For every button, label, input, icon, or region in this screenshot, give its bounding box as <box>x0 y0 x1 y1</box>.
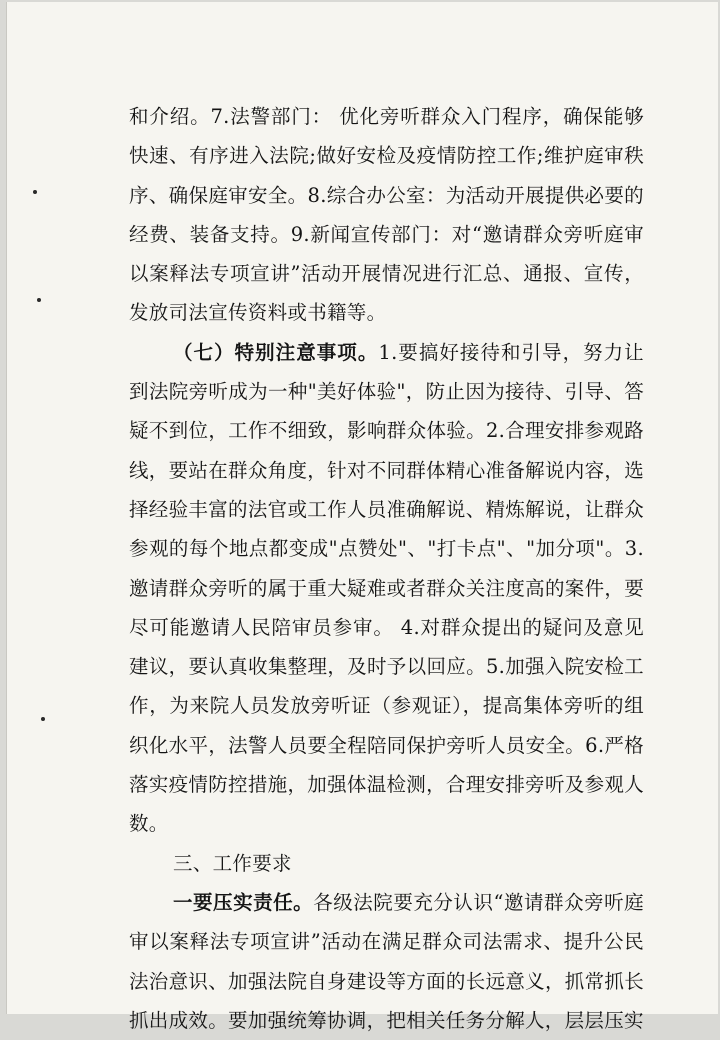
paragraph-heading: （七）特别注意事项。 <box>173 340 379 364</box>
paragraph-text: 各级法院要充分认识“邀请群众旁听庭审以案释法专项宣讲”活动在满足群众司法需求、提升公民法治意识、加强法院自身建设等方面的长远意义，抓常抓长抓出成效。要加强统筹协调，把相关任务分解人，层层压实 <box>129 890 644 1032</box>
section-heading: 三、工作要求 <box>173 851 292 875</box>
paragraph-text: 1.要搞好接待和引导，努力让到法院旁听成为一种"美好体验"，防止因为接待、引导、答疑不到位，工作不细致，影响群众体验。2.合理安排参观路线，要站在群众角度，针对不同群体精心准备解说内容，选择经验丰富的法官或工作人员准确解说、精炼解说，让群众参观的每个地点都变成"点赞处"、"打卡点"、"加分项"。3.邀请群众旁听的属于重大疑难或者群众关注度高的案件，要尽可能邀请人民陪审员参审。 4.对群众提出的疑问及意见建议，要认真收集整理，及时予以回应。5.加强入院安检工作，为来院人员发放旁听证（参观证），提高集体旁听的组织化水平，法警人员要全程陪同保护旁听人员安全。6.严格落实疫情防控措施，加强体温检测，合理安排旁听及参观人数。 <box>129 340 644 836</box>
scan-mark-dot <box>37 298 41 302</box>
paragraph-continuation <box>129 97 644 333</box>
scan-mark-dot <box>33 190 37 194</box>
paragraph-heading: 一要压实责任。 <box>173 890 314 914</box>
paragraph-special-notes <box>129 333 644 844</box>
paragraph-text: 和介绍。7.法警部门： 优化旁听群众入门程序，确保能够快速、有序进入法院;做好安检及疫情防控工作;维护庭审秩序、确保庭审安全。8.综合办公室：为活动开展提供必要的经费、装备支持。9.新闻宣传部门：对“邀请群众旁听庭审以案释法专项宣讲”活动开展情况进行汇总、通报、宣传，发放司法宣传资料或书籍等。 <box>129 105 644 325</box>
document-body <box>129 97 644 1040</box>
scan-mark-dot <box>41 717 45 721</box>
paragraph-responsibility <box>129 883 644 1040</box>
document-page <box>6 2 718 1032</box>
